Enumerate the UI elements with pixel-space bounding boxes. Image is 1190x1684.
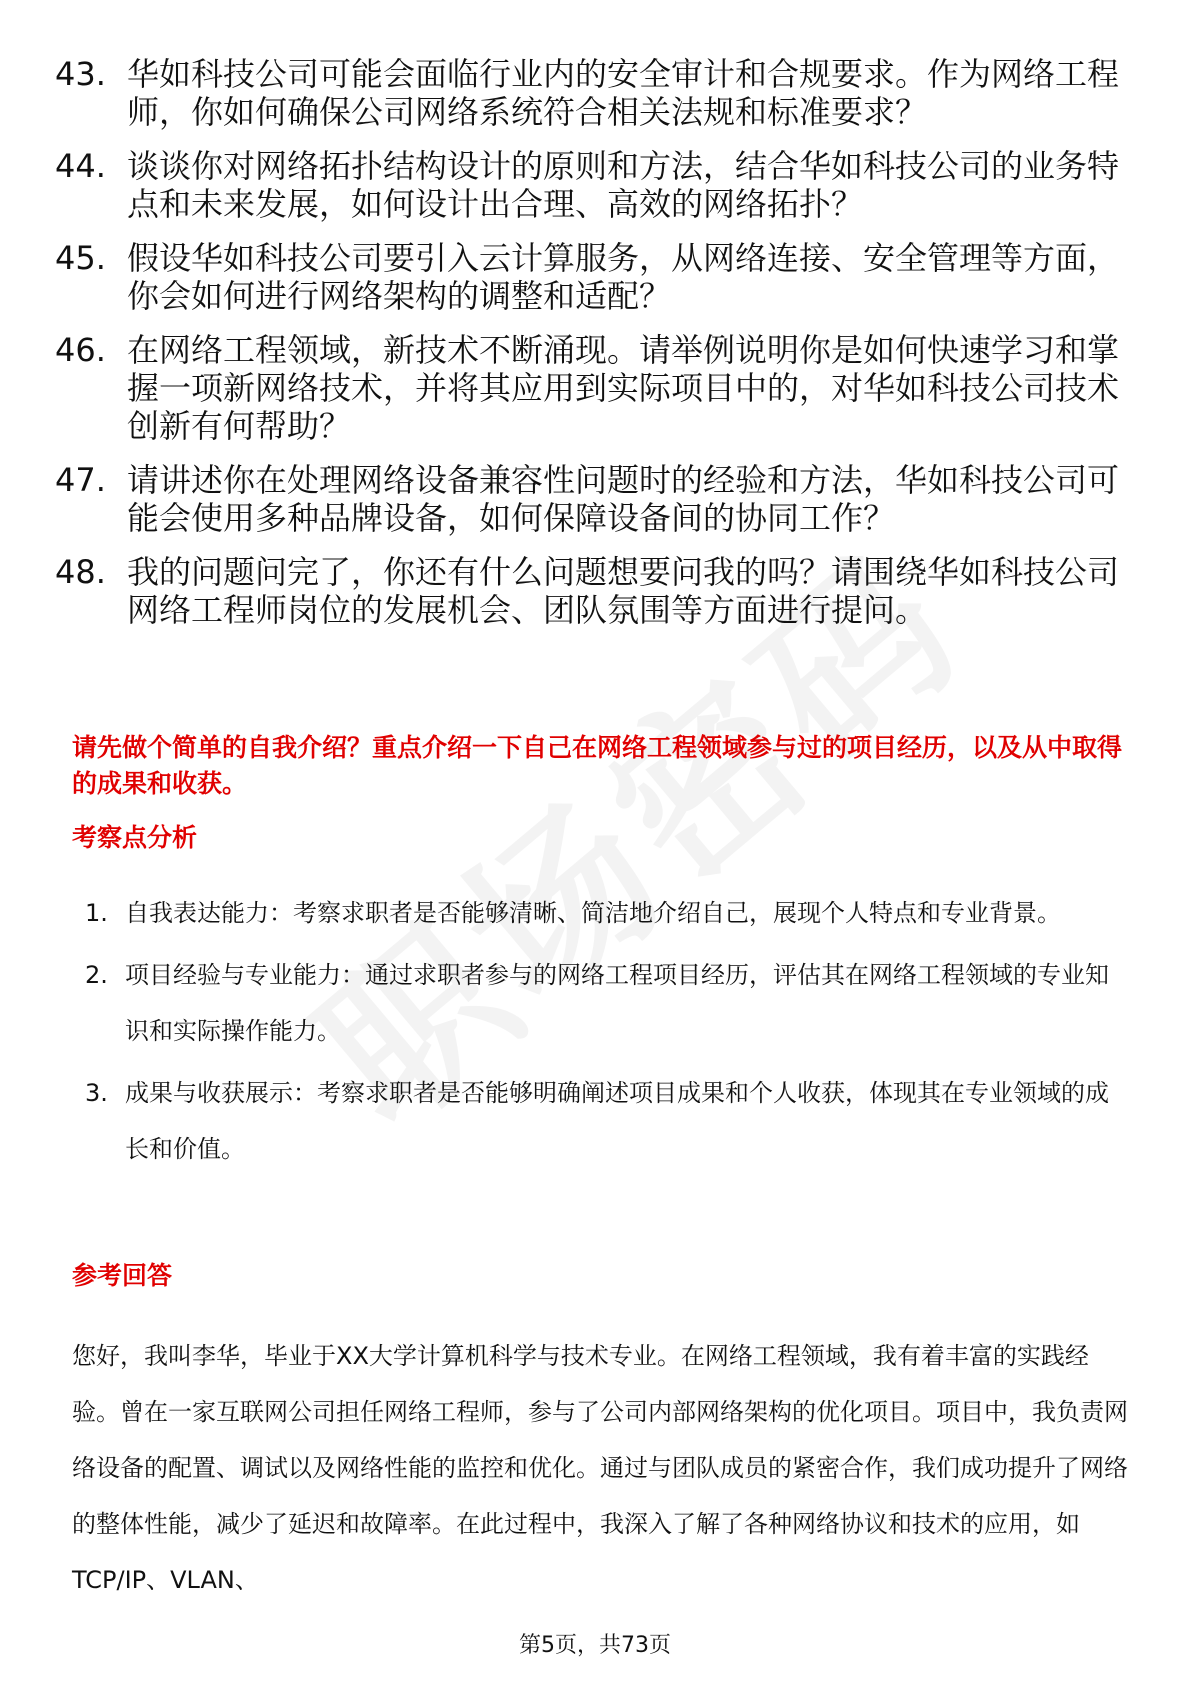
question-text: 谈谈你对网络拓扑结构设计的原则和方法，结合华如科技公司的业务特点和未来发展，如何设计出合理、高效的网络拓扑？: [127, 147, 1120, 223]
analysis-number: 3.: [85, 1079, 108, 1107]
question-item: [55, 55, 1135, 131]
analysis-text: 项目经验与专业能力：通过求职者参与的网络工程项目经历，评估其在网络工程领域的专业知识和实际操作能力。: [125, 961, 1109, 1045]
question-number: 45.: [55, 239, 106, 277]
question-item: [55, 239, 1135, 315]
analysis-item: [85, 885, 1125, 941]
answer-paragraph: 您好，我叫李华，毕业于XX大学计算机科学与技术专业。在网络工程领域，我有着丰富的实践经验。曾在一家互联网公司担任网络工程师，参与了公司内部网络架构的优化项目。项目中，我负责网络设备的配置、调试以及网络性能的监控和优化。通过与团队成员的紧密合作，我们成功提升了网络的整体性能，减少了延迟和故障率。在此过程中，我深入了解了各种网络协议和技术的应用，如TCP/IP、VLAN、: [72, 1342, 1128, 1594]
question-text: 华如科技公司可能会面临行业内的安全审计和合规要求。作为网络工程师，你如何确保公司网络系统符合相关法规和标准要求？: [127, 55, 1120, 131]
question-number: 43.: [55, 55, 106, 93]
analysis-item: [85, 1065, 1125, 1177]
question-text: 在网络工程领域，新技术不断涌现。请举例说明你是如何快速学习和掌握一项新网络技术，并将其应用到实际项目中的，对华如科技公司技术创新有何帮助？: [127, 331, 1120, 445]
analysis-item: [85, 947, 1125, 1059]
question-number: 48.: [55, 553, 106, 591]
question-list: [55, 55, 1135, 645]
question-number: 46.: [55, 331, 106, 369]
question-item: [55, 461, 1135, 537]
analysis-number: 2.: [85, 961, 108, 989]
question-item: [55, 331, 1135, 445]
page-footer: 第5页，共73页: [519, 1633, 671, 1658]
question-text: 我的问题问完了，你还有什么问题想要问我的吗？请围绕华如科技公司网络工程师岗位的发展机会、团队氛围等方面进行提问。: [127, 553, 1120, 629]
question-number: 47.: [55, 461, 106, 499]
analysis-list: [85, 885, 1125, 1177]
analysis-text: 成果与收获展示：考察求职者是否能够明确阐述项目成果和个人收获，体现其在专业领域的成长和价值。: [125, 1079, 1109, 1163]
analysis-number: 1.: [85, 899, 108, 927]
analysis-text: 自我表达能力：考察求职者是否能够清晰、简洁地介绍自己，展现个人特点和专业背景。: [125, 899, 1061, 927]
question-item: [55, 147, 1135, 223]
analysis-heading: 考察点分析: [72, 823, 198, 852]
question-number: 44.: [55, 147, 106, 185]
question-text: 假设华如科技公司要引入云计算服务，从网络连接、安全管理等方面，你会如何进行网络架构的调整和适配？: [127, 239, 1120, 315]
highlighted-question: 请先做个简单的自我介绍？重点介绍一下自己在网络工程领域参与过的项目经历，以及从中取得的成果和收获。: [72, 733, 1123, 798]
question-text: 请讲述你在处理网络设备兼容性问题时的经验和方法，华如科技公司可能会使用多种品牌设备，如何保障设备间的协同工作？: [127, 461, 1120, 537]
answer-heading: 参考回答: [72, 1261, 173, 1290]
question-item: [55, 553, 1135, 629]
